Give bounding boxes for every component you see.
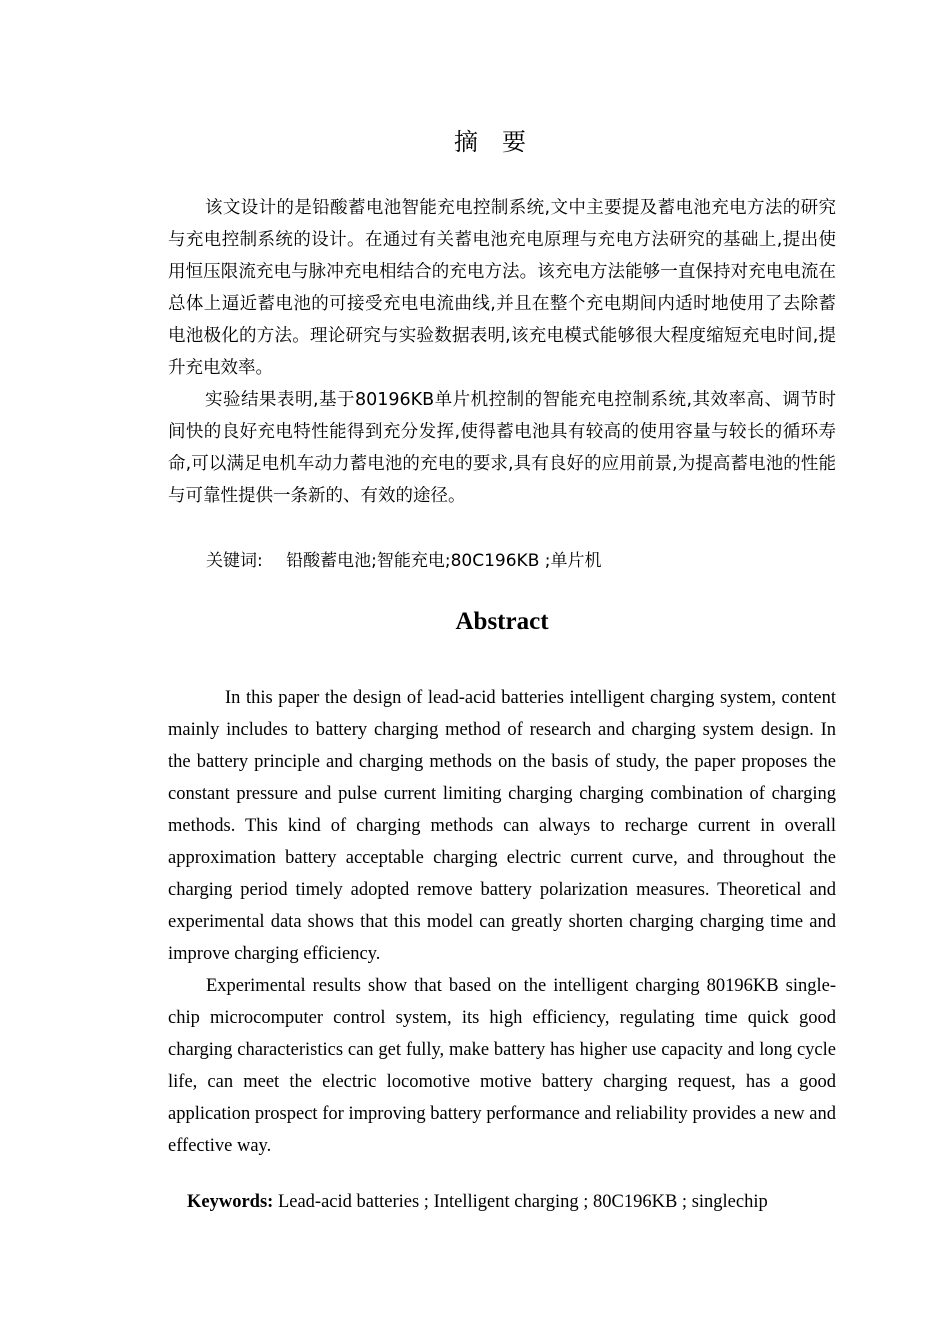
english-keywords-label: Keywords: — [187, 1192, 274, 1212]
english-abstract-paragraph-1: In this paper the design of lead-acid batteries intelligent charging system, content mainly includes to battery charging method of research and charging system design. In the battery principle and charging methods on the basis of study, the paper proposes the constant pressure and pulse current limiting charging charging combination of charging methods. This kind of charging methods can always to recharge current in overall approximation battery acceptable charging electric current curve, and throughout the charging period timely adopted remove battery polarization measures. Theoretical and experimental data shows that this model can greatly shorten charging charging time and improve charging efficiency. — [168, 688, 836, 964]
chinese-abstract-paragraph-1: 该文设计的是铅酸蓄电池智能充电控制系统,文中主要提及蓄电池充电方法的研究与充电控制系统的设计。在通过有关蓄电池充电原理与充电方法研究的基础上,提出使用恒压限流充电与脉冲充电相结合的充电方法。该充电方法能够一直保持对充电电流在总体上逼近蓄电池的可接受充电电流曲线,并且在整个充电期间内适时地使用了去除蓄电池极化的方法。理论研究与实验数据表明,该充电模式能够很大程度缩短充电时间,提升充电效率。 — [168, 198, 836, 378]
english-keywords — [187, 1186, 887, 1218]
chinese-keywords-label: 关键词: — [206, 551, 263, 571]
english-abstract-title: Abstract — [455, 608, 549, 635]
english-keywords-value: Lead-acid batteries ; Intelligent charging ; 80C196KB ; singlechip — [273, 1192, 768, 1212]
chinese-abstract-paragraph-2: 实验结果表明,基于80196KB单片机控制的智能充电控制系统,其效率高、调节时间快的良好充电特性能得到充分发挥,使得蓄电池具有较高的使用容量与较长的循环寿命,可以满足电机车动力蓄电池的充电的要求,具有良好的应用前景,为提高蓄电池的性能与可靠性提供一条新的、有效的途径。 — [168, 390, 836, 506]
english-abstract-body — [168, 682, 836, 1162]
chinese-keywords-value: 铅酸蓄电池;智能充电;80C196KB ;单片机 — [286, 551, 602, 571]
english-abstract-paragraph-2: Experimental results show that based on the intelligent charging 80196KB single-chip microcomputer control system, its high efficiency, regulating time quick good charging characteristics can get fully, make battery has higher use capacity and long cycle life, can meet the electric locomotive motive battery charging request, has a good application prospect for improving battery performance and reliability provides a new and effective way. — [168, 976, 836, 1156]
chinese-abstract-title: 摘要 — [454, 128, 550, 156]
chinese-abstract-body — [168, 192, 836, 512]
chinese-keywords — [206, 545, 846, 577]
